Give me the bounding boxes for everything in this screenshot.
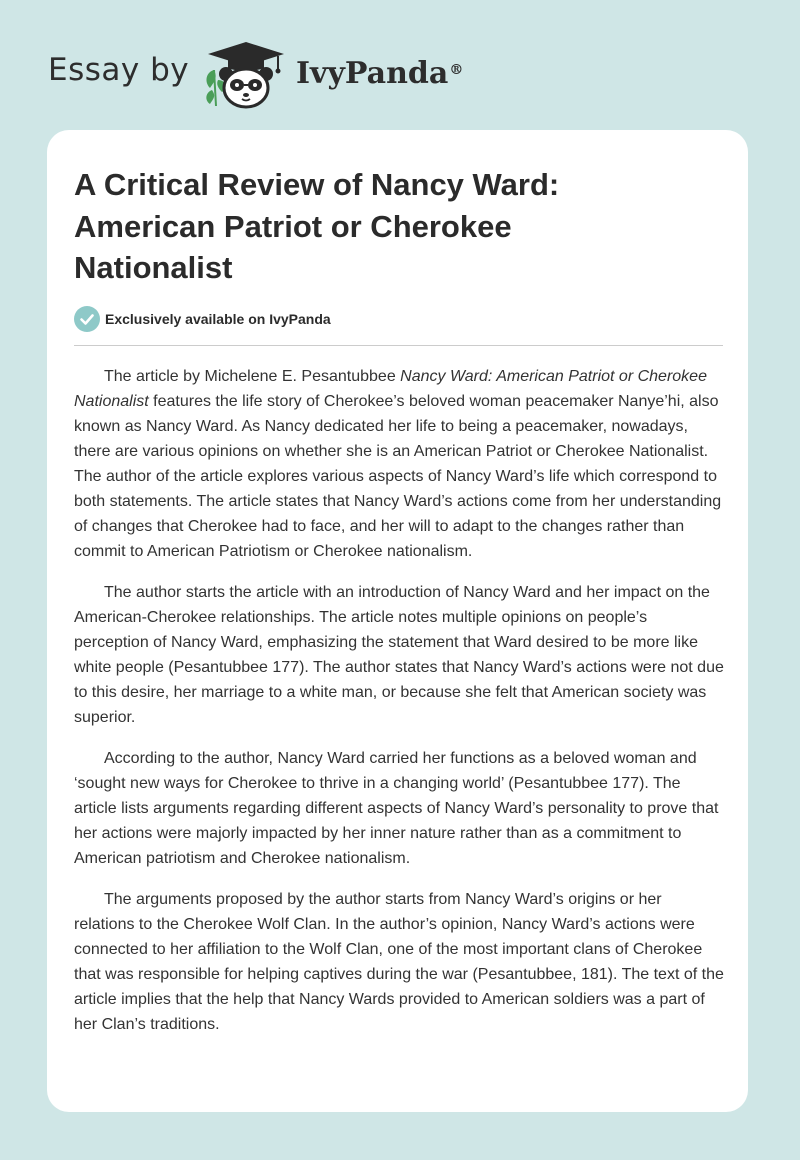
article-source-title: Nancy Ward: American Patriot or Cherokee Nationalist bbox=[74, 368, 707, 410]
paragraph: According to the author, Nancy Ward carried her functions as a beloved woman and ‘sought new ways for Cherokee to thrive in a changing world’ (Pesantubbee 177). The article lists arguments regarding different aspects of Nancy Ward’s personality to prove that her actions were majorly impacted by her inner nature rather than as a commitment to American patriotism and Cherokee nationalism. bbox=[74, 750, 719, 867]
check-circle-icon bbox=[74, 306, 100, 332]
panda-logo-icon[interactable] bbox=[200, 40, 292, 110]
article-title: A Critical Review of Nancy Ward: American Patriot or Cherokee Nationalist bbox=[74, 167, 560, 285]
paragraph-text: features the life story of Cherokee’s beloved woman peacemaker Nanye’hi, also known as Nancy Ward. As Nancy dedicated her life to being a peacemaker, nowadays, there are various opinions on whether she is an American Patriot or Cherokee Nationalist. The author of the article explores various aspects of Nancy Ward’s life which correspond to both statements. The article states that Nancy Ward’s actions come from her understanding of changes that Cherokee had to face, and her will to adapt to the changes rather than commit to American Patriotism or Cherokee nationalism. bbox=[74, 393, 722, 560]
article-body bbox=[74, 364, 724, 1053]
paragraph: The arguments proposed by the author starts from Nancy Ward’s origins or her relations to the Cherokee Wolf Clan. In the author’s opinion, Nancy Ward’s actions were connected to her affiliation to the Wolf Clan, one of the most important clans of Cherokee that was responsible for helping captives during the war (Pesantubbee, 181). The text of the article implies that the help that Nancy Wards provided to American soldiers was a part of her Clan’s traditions. bbox=[74, 891, 724, 1033]
paragraph bbox=[74, 364, 724, 564]
exclusive-badge bbox=[74, 306, 331, 332]
paragraph-text: The article by Michelene E. Pesantubbee bbox=[104, 368, 401, 385]
brand-name-text: IvyPanda bbox=[296, 56, 449, 91]
paragraph: The author starts the article with an introduction of Nancy Ward and her impact on the American-Cherokee relationships. The article notes multiple opinions on people’s perception of Nancy Ward, emphasizing the statement that Ward desired to be more like white people (Pesantubbee 177). The author states that Nancy Ward’s actions were not due to this desire, her marriage to a white man, or because she felt that American society was superior. bbox=[74, 584, 724, 726]
brand-prefix: Essay by bbox=[48, 52, 190, 88]
registered-mark: ® bbox=[449, 62, 464, 78]
divider bbox=[74, 345, 723, 346]
exclusive-badge-label: Exclusively available on IvyPanda bbox=[105, 311, 331, 327]
brand-name[interactable] bbox=[296, 52, 463, 96]
article-card bbox=[47, 130, 748, 1112]
site-header bbox=[0, 0, 800, 120]
